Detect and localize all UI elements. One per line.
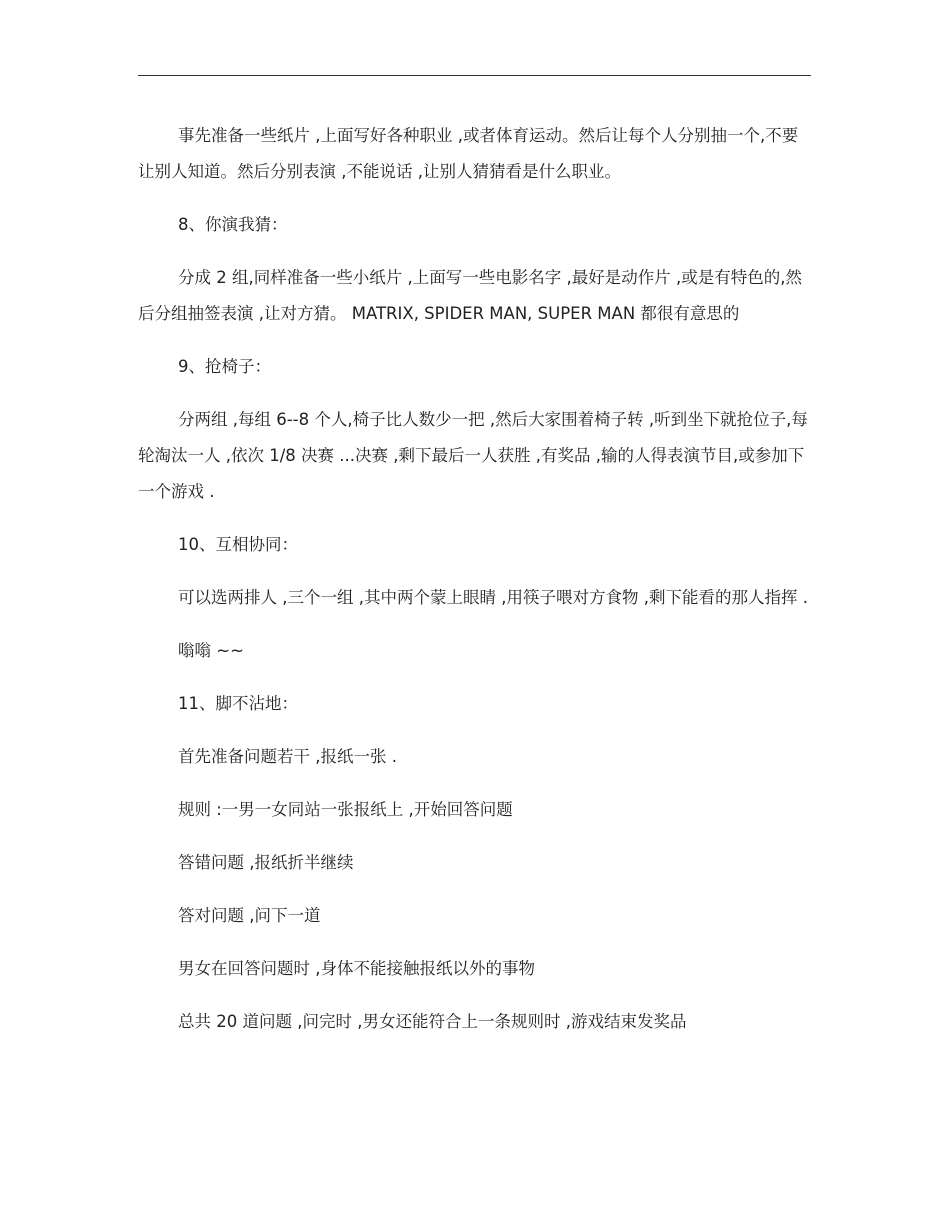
paragraph-game-10: 可以选两排人 ,三个一组 ,其中两个蒙上眼睛 ,用筷子喂对方食物 ,剩下能看的那人指挥 . xyxy=(178,588,808,607)
document-body xyxy=(138,118,811,1040)
paragraph-intro: 事先准备一些纸片 ,上面写好各种职业 ,或者体育运动。然后让每个人分别抽一个,不要让别人知道。然后分别表演 ,不能说话 ,让别人猜猜看是什么职业。 xyxy=(138,126,799,181)
paragraph-game-9: 分两组 ,每组 6--8 个人,椅子比人数少一把 ,然后大家围着椅子转 ,听到坐下就抢位子,每轮淘汰一人 ,依次 1/8 决赛 ...决赛 ,剩下最后一人获胜 ,有奖品 ,输的人得表演节目,或参加下一个游戏 . xyxy=(138,410,808,501)
heading-game-10: 10、互相协同： xyxy=(178,535,298,554)
paragraph-game-11-end: 总共 20 道问题 ,问完时 ,男女还能符合上一条规则时 ,游戏结束发奖品 xyxy=(178,1012,687,1031)
header-rule xyxy=(138,75,811,76)
paragraph-game-8: 分成 2 组,同样准备一些小纸片 ,上面写一些电影名字 ,最好是动作片 ,或是有特色的,然后分组抽签表演 ,让对方猜。 MATRIX, SPIDER MAN, SUPER MAN 都很有意思的 xyxy=(138,268,802,323)
paragraph-game-11-contact: 男女在回答问题时 ,身体不能接触报纸以外的事物 xyxy=(178,959,535,978)
paragraph-buzz: 嗡嗡 ~~ xyxy=(178,641,244,660)
paragraph-game-11-rule: 规则 :一男一女同站一张报纸上 ,开始回答问题 xyxy=(178,800,513,819)
paragraph-game-11-prep: 首先准备问题若干 ,报纸一张 . xyxy=(178,747,397,766)
paragraph-game-11-right: 答对问题 ,问下一道 xyxy=(178,906,321,925)
heading-game-11: 11、脚不沾地： xyxy=(178,694,298,713)
heading-game-8: 8、你演我猜： xyxy=(178,215,288,234)
paragraph-game-11-wrong: 答错问题 ,报纸折半继续 xyxy=(178,853,354,872)
heading-game-9: 9、抢椅子： xyxy=(178,357,271,376)
